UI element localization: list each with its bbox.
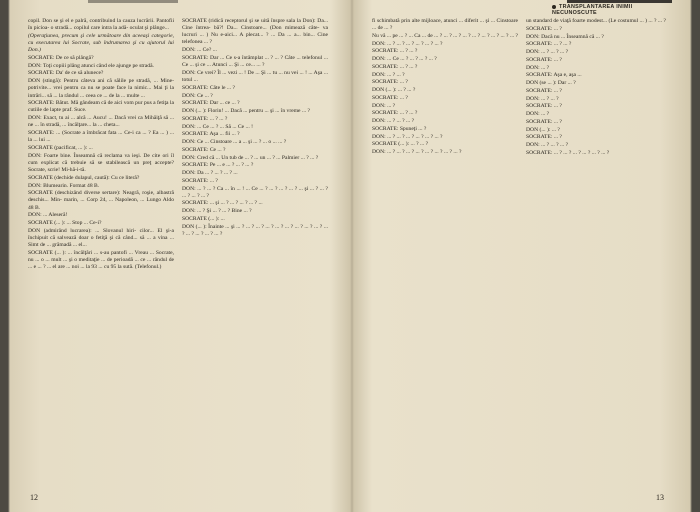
dialogue-paragraph: DON: ... Ce ... ? ... Să ... Ce ... !: [182, 123, 254, 130]
left-page-top-shadow: [88, 0, 178, 3]
dialogue-paragraph: SOCRATE (... ): ... ? ... ?: [372, 141, 429, 148]
dialogue-paragraph: SOCRATE: Aşa e, aşa ...: [526, 72, 582, 79]
dialogue-paragraph: DON: ... ?: [526, 64, 550, 71]
dialogue-paragraph: DON: ... ? ... ?: [372, 71, 405, 78]
dialogue-paragraph: DON (... ): Înainte ... şi ... ? ... ? ... ? ... ? ... ? ... ? ... ? ... ? ... ? ... ? ... ? ... ? ... ? ... ?: [182, 223, 328, 237]
dialogue-paragraph: SOCRATE: ... ?: [526, 56, 562, 63]
left-page: [28, 0, 328, 512]
dialogue-paragraph: DON: Exact, tu ai ... alcă ... Aucu! ... Dacă vrei ca Mihăiţă să ... ne ... în stradă, ... încălţare... la ... cheta...: [28, 115, 174, 129]
dialogue-paragraph: SOCRATE: ... ?: [526, 87, 562, 94]
dialogue-paragraph: DON: Cred că ... Un tub de ... ? ... un ... ? ... Palmier ... ? ... ?: [182, 154, 319, 161]
dialogue-paragraph: DON: ... ? ... ? ... ?: [526, 49, 569, 55]
dialogue-paragraph: SOCRATE (... ): ... Stop ... Ce-i?: [28, 220, 102, 227]
running-head-text: TRANSPLANTAREA INIMII NECUNOSCUTE: [552, 4, 633, 16]
dialogue-paragraph: DON (... ): ... ? ... ?: [372, 87, 416, 94]
dialogue-paragraph: DON (se ... ): Dar ... ?: [526, 80, 576, 86]
dialogue-paragraph: SOCRATE: Ce ... ?: [182, 146, 226, 153]
dialogue-paragraph: DON: ... ?: [372, 102, 396, 109]
dialogue-paragraph: SOCRATE: Câte le ... ?: [182, 84, 235, 91]
dialogue-paragraph: SOCRATE: ... (Socrate a îmbrăcat fata ... Ce-i ca ... ? Ea ... ) ... la ... lui ...: [28, 130, 174, 144]
page-number: 12: [30, 493, 38, 502]
dialogue-paragraph: DON: ... ?: [526, 111, 550, 117]
dialogue-paragraph: DON: Dacă nu ... Înseamnă că ... ?: [526, 33, 604, 40]
dialogue-paragraph: SOCRATE: ... ?: [526, 134, 562, 141]
dialogue-paragraph: DON: ... ? ... ? ... ? ... ? ... ? ... ?: [372, 40, 443, 47]
dialogue-paragraph: SOCRATE: Dar ... ce ... ?: [182, 100, 240, 107]
dialogue-paragraph: SOCRATE: ... ? ... ?: [372, 48, 418, 55]
dialogue-paragraph: SOCRATE: ... ? ... ?: [372, 63, 418, 70]
dialogue-paragraph: DON: ... ? ... ? Ca ... în ... ! ... Ce ... ? ... ? ... ? ... ? ... şi ... ? ... ? ... ? ... ? ... ?: [182, 185, 328, 199]
dialogue-paragraph: SOCRATE: ... ? ... ?: [372, 110, 418, 117]
running-head: [552, 4, 672, 16]
dialogue-paragraph: SOCRATE (... ): ... încălţări ... s-au pantofi ... Vreau ... Socrate, nu ... o ... mult ... şi o meditaţie ... de perioadă ... ce ... rândul de ... e ... ? ... el are ... noi ... la 93 ... cu 95 la sută. (Telefonul.): [28, 249, 174, 271]
dialogue-paragraph: SOCRATE: De ce să plângă?: [28, 54, 94, 61]
dialogue-paragraph: DON: Toţi copiii plâng atunci când ele ajunge pe stradă.: [28, 62, 154, 69]
dialogue-paragraph: DON (admirând lucrarea): ... Slovanul hiri- cilor... El şi-a închipuit că salvează doar o fetiţă şi că când... să ... a vina ... Simt de ... grămadă ... el...: [28, 227, 174, 249]
dialogue-paragraph: SOCRATE: ... ?: [526, 103, 562, 110]
dialogue-paragraph: DON: ... ? ... ? ... ? ... ? ... ? ... ? ... ? ... ?: [372, 149, 462, 156]
dialogue-paragraph: SOCRATE: ... ? ... ?: [182, 115, 228, 122]
dialogue-paragraph: SOCRATE: ... ?: [372, 94, 408, 101]
dialogue-paragraph: SOCRATE: ... ?: [526, 25, 562, 32]
dialogue-paragraph: fi schimbată prin alte mijloace, atunci ... diferit ... şi ... Cinstoare ... de ... ?: [372, 18, 518, 32]
dialogue-paragraph: SOCRATE: Bătut. Mă gândeam că de aici vom pur pus a fetiţa la cutiile de lapte praf. Suce.: [28, 100, 174, 114]
dialogue-paragraph: SOCRATE: Da' de ce să alunece?: [28, 70, 104, 77]
dialogue-paragraph: SOCRATE: ... şi ... ? ... ? ... ? ... ? ...: [182, 200, 263, 207]
dialogue-paragraph: DON (... ): Florin! ... Dacă ... pentru ... şi ... în vreme ... ?: [182, 108, 311, 115]
right-page-column-2: [526, 18, 672, 486]
right-page-columns: [372, 18, 672, 486]
dialogue-paragraph: DON: ... Ce ... ? ... ? ... ? ... ?: [372, 56, 437, 63]
dialogue-paragraph: DON: Ce ... ?: [182, 92, 213, 99]
dialogue-paragraph: Nu vă ... pe ... ? ... Ca ... de ... ? ... ? ... ? ... ? ... ? ... ? ... ? ... ? ... ?: [372, 32, 518, 39]
dialogue-paragraph: DON: ... ? ... ? ... ? ... ? ... ? ... ?: [372, 133, 443, 140]
dialogue-paragraph: SOCRATE: Pe ... e ... ? ... ? ... ?: [182, 162, 254, 169]
dialogue-paragraph: DON: Da ... ? ... ? ... ? ...: [182, 170, 238, 177]
dialogue-paragraph: DON: Ce ... Cinstoare ... a ... şi ... ? ... o ... ... ?: [182, 139, 287, 146]
dialogue-paragraph: copil. Don se şi el e palră, contribuind la cauza lucrării. Pantofii în picioa- o stradă... copilul care intra la adă- oculat şi plânge...: [28, 18, 174, 32]
dialogue-paragraph: SOCRATE: ... ?: [182, 177, 218, 184]
dialogue-paragraph: SOCRATE (pacificat, ... ): ...: [28, 145, 93, 151]
dialogue-paragraph: DON (... ): ... ?: [526, 126, 560, 133]
dialogue-paragraph: SOCRATE (dechide dulapul, caută): Cu ce literă?: [28, 174, 140, 181]
dialogue-paragraph: SOCRATE: ... ?: [526, 118, 562, 125]
dialogue-paragraph: SOCRATE: ... ? ... ? ... ? ... ? ... ? ... ?: [526, 149, 610, 156]
bullet-icon: [552, 5, 556, 9]
dialogue-paragraph: DON: ... ? Şi ... ? ... ? Bine ... ?: [182, 208, 252, 215]
dialogue-paragraph: DON (stingă): Pentru câteva ani că sălile pe stradă, ... Mine- potrivite... vrei pentru ca nu se poate face la nimic... Mai ţi la intrări... să ... la rândul ... ceea ce ... de la ... multe ...: [28, 78, 174, 99]
dialogue-paragraph: SOCRATE: Dar ... Ce s-a întâmplat ... ? ... ? Câte ... telefonul ... Ce ... şi ce ... Atunci ... Şi ... ce... ... ?: [182, 54, 328, 69]
dialogue-paragraph: SOCRATE: ... ?: [372, 79, 408, 86]
dialogue-paragraph: (Operaţiunea, precum şi cele următoare din aceeaşi categorie, cu executarea lui Socrate, sub îndrumarea şi cu ajutorul lui Don.): [28, 32, 174, 54]
dialogue-paragraph: SOCRATE: ... ? ... ?: [526, 41, 572, 48]
page-number: 13: [656, 493, 664, 502]
left-page-column-1: [28, 18, 174, 486]
dialogue-paragraph: SOCRATE (... ): ...: [182, 215, 225, 222]
dialogue-paragraph: SOCRATE: Aşa ... fii ... ?: [182, 131, 240, 138]
dialogue-paragraph: DON: ... ? ... ? ... ?: [526, 142, 569, 148]
dialogue-paragraph: SOCRATE (ridică receptorul şi se uită înspre sala la Don): Da... Cine întrea- bă?! Da... Cinstoare... (Don mimează câte- va lucruri ... ) Nu e-aici... A plecat... ? ... Da ... a... bin... Cine telefonea ... ?: [182, 18, 328, 46]
right-page-column-1: [372, 18, 518, 486]
right-page: [372, 0, 672, 512]
right-page-top-shadow: [567, 0, 672, 3]
dialogue-paragraph: SOCRATE (deschizând diverse sertare): Neagră, roşie, albastră deschis... Min- marin, ... Corp 24, ... Napoleon, ... Lungo Aldo 48 B.: [28, 190, 174, 211]
dialogue-paragraph: un standard de viaţă foarte modest... (Le costumul ... ) ... ? ... ?: [526, 18, 666, 24]
dialogue-paragraph: DON: ... Ce? ...: [182, 47, 217, 54]
dialogue-paragraph: DON: ... Aleseră!: [28, 212, 68, 219]
dialogue-paragraph: DON: Ce vrei? Îl ... vezi ... ! De ... Şi ... tu ... nu vei ... ! ... Aşa ... totul ...: [182, 69, 328, 84]
left-page-column-2: [182, 18, 328, 486]
dialogue-paragraph: SOCRATE: Spuneţi ... ?: [372, 125, 427, 132]
dialogue-paragraph: DON: Foarte bine. Înseamnă că reclama va ieşi. De cite ori îl cum explicat că trebuie să se stabilească un preţ accepte? Socrate, scrie! Mi-hă-i-tă.: [28, 152, 174, 174]
dialogue-paragraph: DON: ... ? ... ? ... ?: [372, 118, 415, 125]
left-page-columns: [28, 18, 328, 486]
dialogue-paragraph: DON: ... ? ... ?: [526, 95, 559, 102]
dialogue-paragraph: DON: Blumearin. Format 48 B.: [28, 182, 100, 189]
